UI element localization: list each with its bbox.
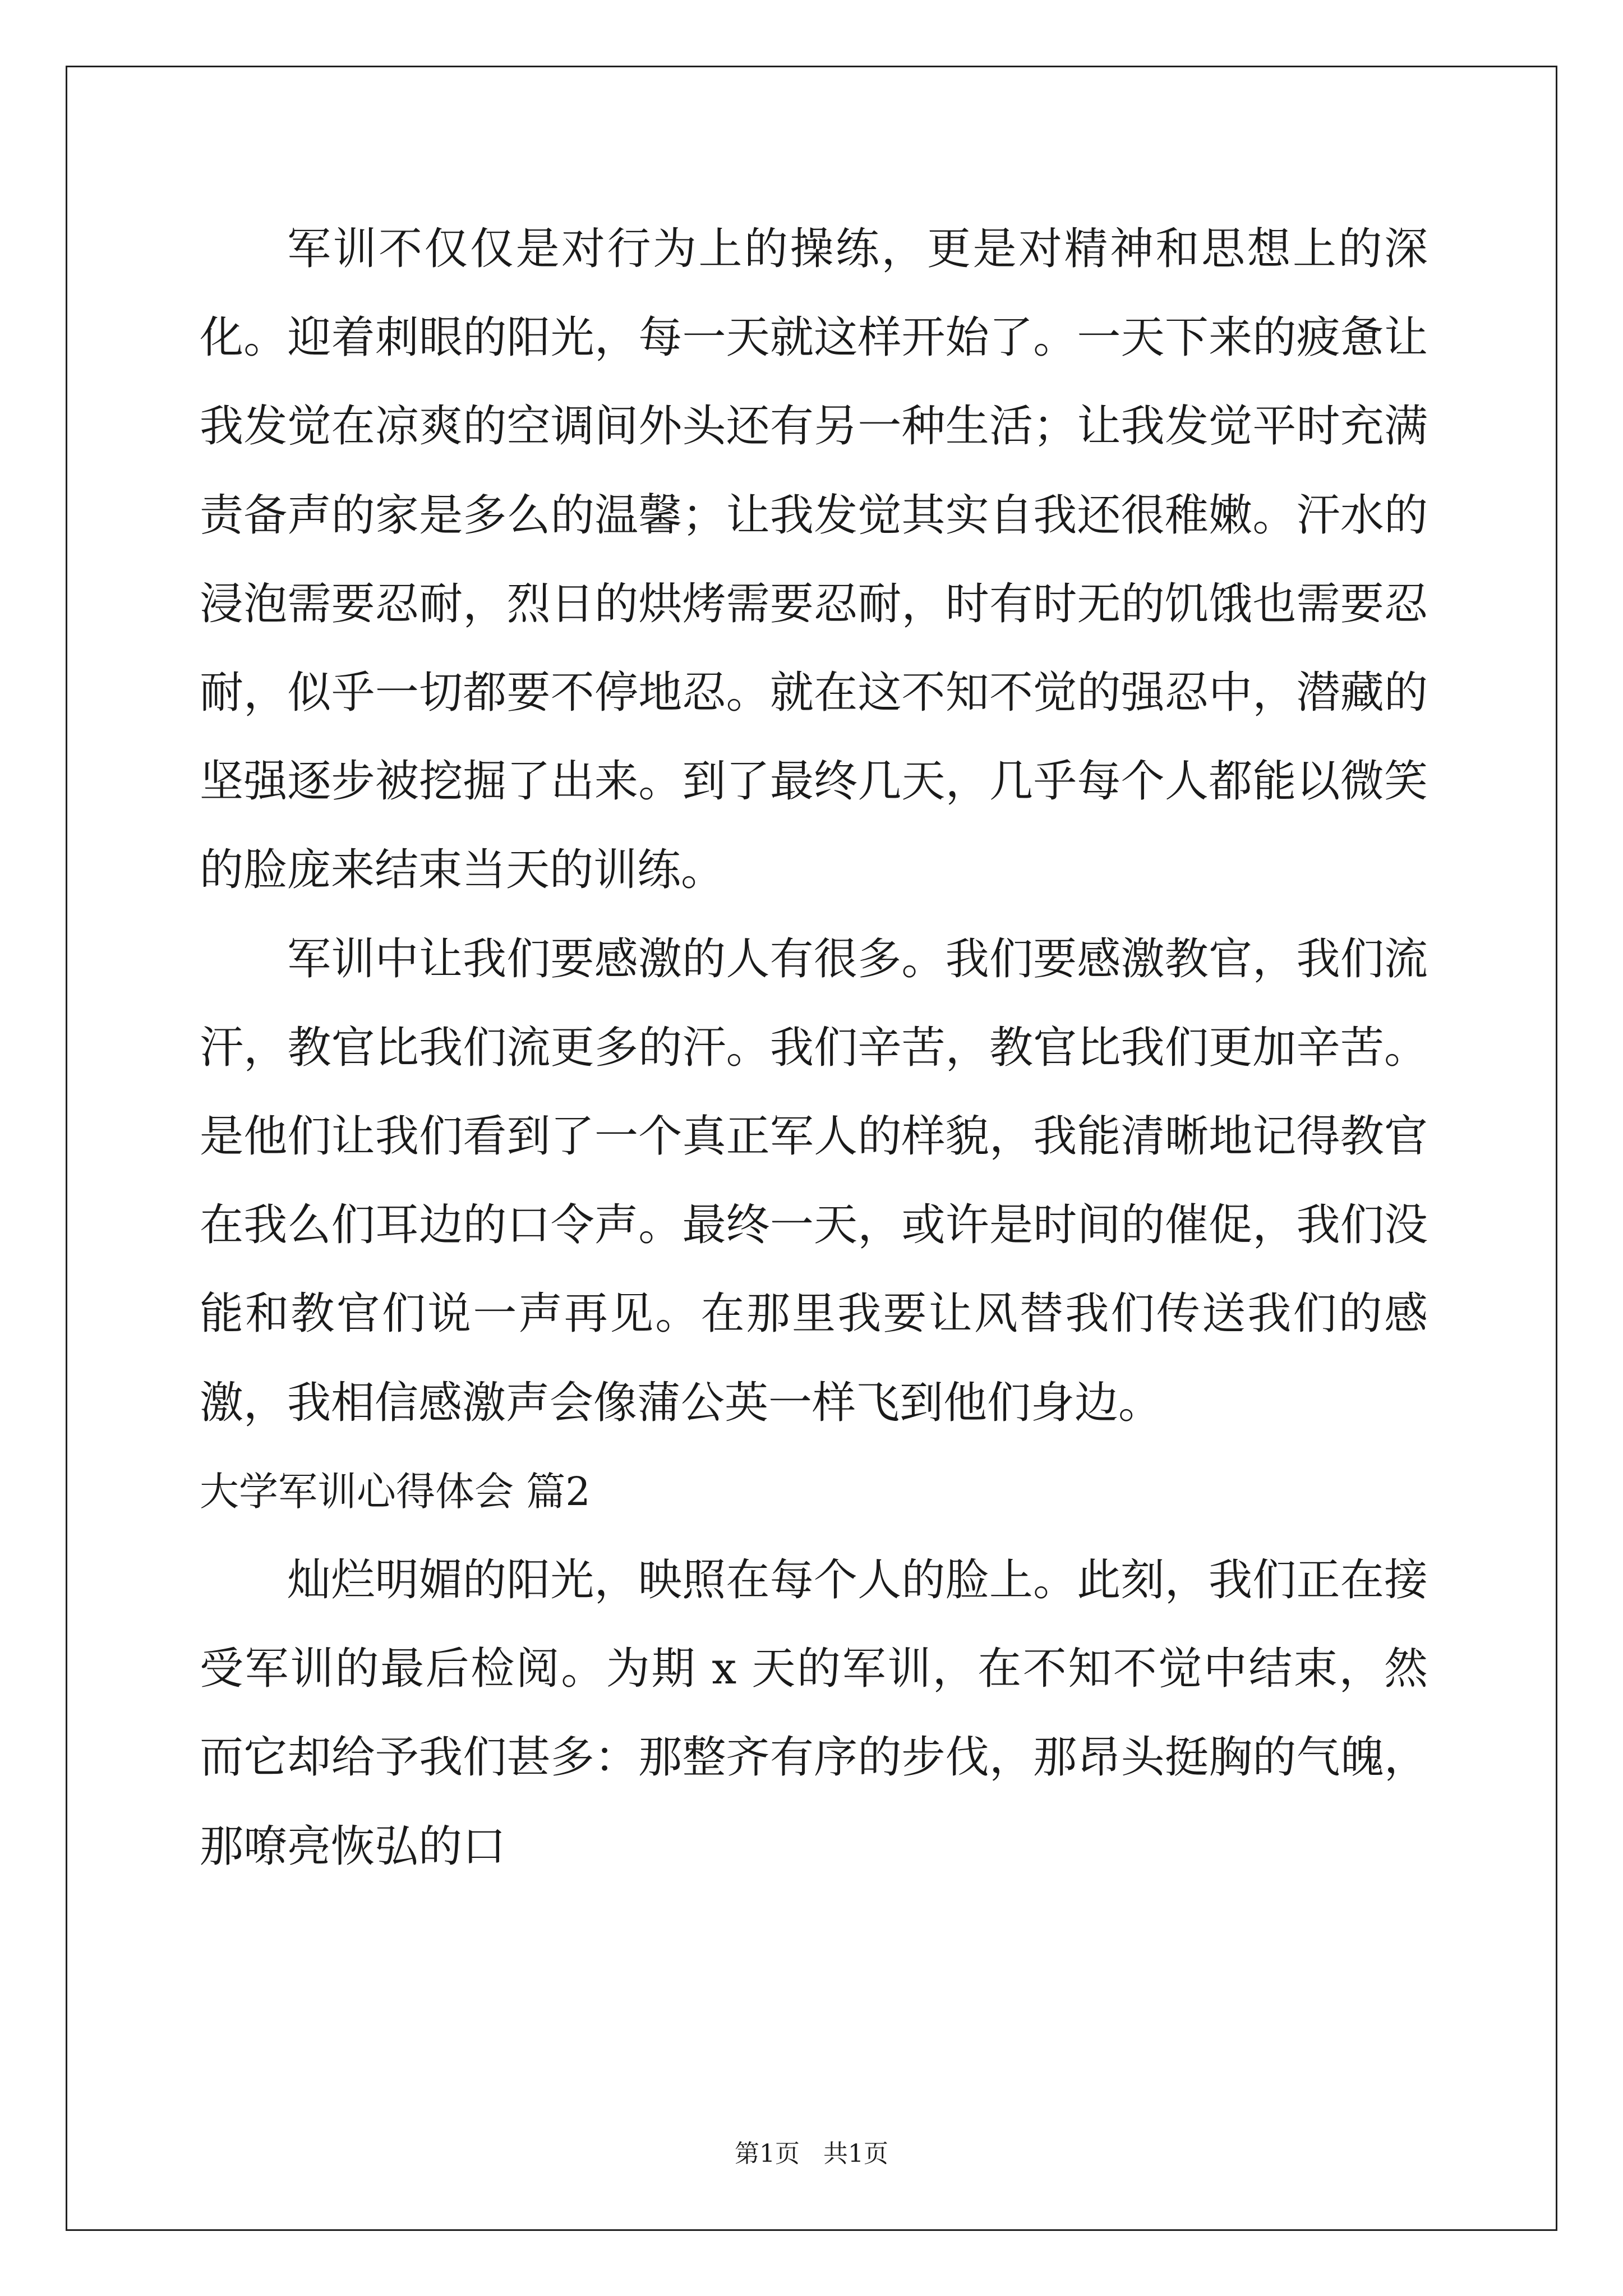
document-body: [200, 205, 1428, 1891]
paragraph-1: 军训不仅仅是对行为上的操练，更是对精神和思想上的深化。迎着刺眼的阳光，每一天就这样开始了。一天下来的疲惫让我发觉在凉爽的空调间外头还有另一种生活；让我发觉平时充满责备声的家是多么的温馨；让我发觉其实自我还很稚嫩。汗水的浸泡需要忍耐，烈日的烘烤需要忍耐，时有时无的饥饿也需要忍耐，似乎一切都要不停地忍。就在这不知不觉的强忍中，潜藏的坚强逐步被挖掘了出来。到了最终几天，几乎每个人都能以微笑的脸庞来结束当天的训练。: [200, 224, 1428, 896]
paragraph-3: 灿烂明媚的阳光，映照在每个人的脸上。此刻，我们正在接受军训的最后检阅。为期 x 天的军训，在不知不觉中结束，然而它却给予我们甚多：那整齐有序的步伐，那昂头挺胸的气魄，那嘹亮恢弘的口: [200, 1555, 1428, 1872]
page-footer: [0, 2137, 1623, 2171]
page-total: 共1页: [823, 2139, 888, 2168]
paragraph-2: 军训中让我们要感激的人有很多。我们要感激教官，我们流汗，教官比我们流更多的汗。我们辛苦，教官比我们更加辛苦。是他们让我们看到了一个真正军人的样貌，我能清晰地记得教官在我么们耳边的口令声。最终一天，或许是时间的催促，我们没能和教官们说一声再见。在那里我要让风替我们传送我们的感激，我相信感激声会像蒲公英一样飞到他们身边。: [200, 933, 1428, 1428]
section-heading: 大学军训心得体会 篇2: [200, 1468, 591, 1515]
page-number: 第1页: [735, 2139, 800, 2168]
